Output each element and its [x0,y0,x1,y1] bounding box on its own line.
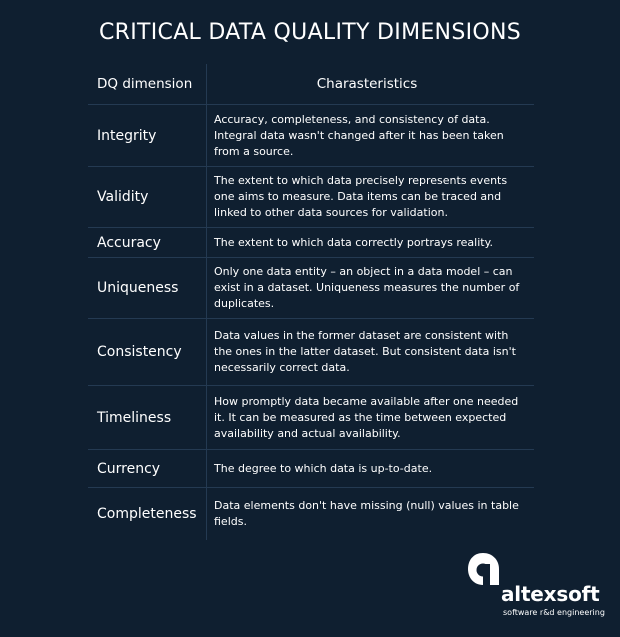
dimension-description: The extent to which data precisely represents events one aims to measure. Data items can be traced and linked to other data sources for validation. [214,174,508,219]
altexsoft-logo-icon [466,552,500,586]
dimension-description: How promptly data became available after one needed it. It can be measured as the time between expected availability and actual availability. [214,394,519,440]
table-row [88,386,534,450]
column-divider [206,64,207,540]
table-row [88,488,534,540]
logo-name: altexsoft [501,582,600,606]
dimension-description: Only one data entity – an object in a data model – can exist in a dataset. Uniqueness measures the number of duplicates. [214,265,520,310]
dimension-description: The extent to which data correctly portrays reality. [214,235,494,249]
dimension-description: Accuracy, completeness, and consistency of data. Integral data wasn't changed after it has been taken from a source. [214,112,504,158]
dimension-name: Currency [97,460,161,477]
logo-tagline: software r&d engineering [503,608,605,617]
dimension-name: Accuracy [97,234,161,251]
dimension-description: Data elements don't have missing (null) values in table fields. [214,499,519,528]
header-dq-dimension: DQ dimension [97,76,193,92]
dq-table [88,64,534,540]
table-row [88,319,534,386]
page-title: CRITICAL DATA QUALITY DIMENSIONS [98,20,522,45]
dimension-name: Consistency [97,344,182,360]
table-row [88,258,534,319]
dimension-name: Validity [97,189,149,205]
table-row [88,167,534,228]
table-row [88,228,534,258]
altexsoft-logo [463,552,603,622]
table-header [88,64,534,105]
dimension-name: Timeliness [97,409,172,426]
dimension-description: Data values in the former dataset are consistent with the ones in the latter dataset. But consistent data isn't necessarily correct data. [214,329,516,374]
dimension-name: Integrity [97,127,157,144]
dimension-description: The degree to which data is up-to-date. [214,461,433,475]
dimension-name: Uniqueness [97,280,179,296]
table-row [88,105,534,167]
dimension-name: Completeness [97,506,197,522]
header-characteristics: Charasteristics [316,76,418,92]
table-row [88,450,534,488]
